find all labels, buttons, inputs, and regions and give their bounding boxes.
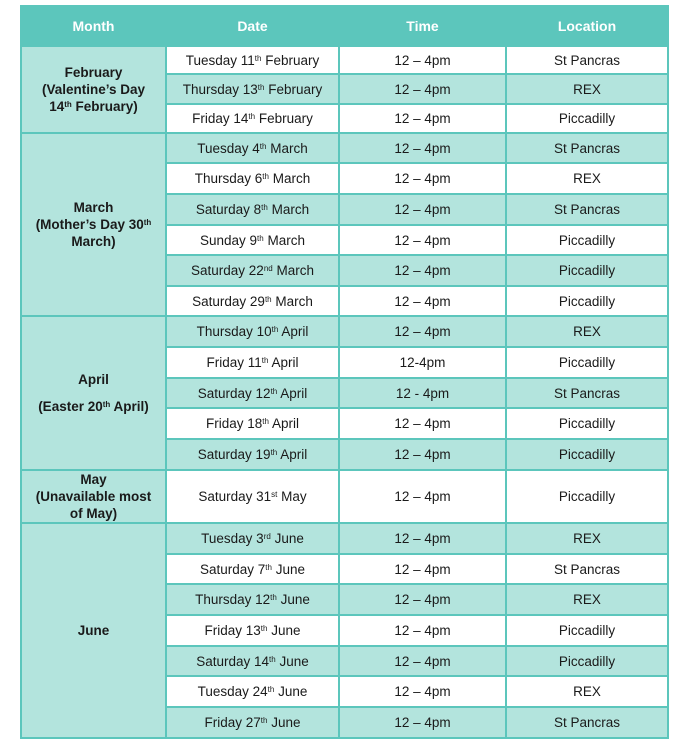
date-cell: Saturday 22nd March [166,255,339,286]
schedule-row [21,316,668,347]
month-label-line [22,388,165,398]
location-cell: Piccadilly [506,225,668,255]
schedule-body [21,46,668,738]
month-label-line: March [73,200,114,215]
time-cell: 12 – 4pm [339,523,506,554]
location-cell: St Pancras [506,554,668,584]
header-time: Time [339,6,506,46]
month-cell [21,316,166,470]
time-cell: 12 – 4pm [339,615,506,646]
time-cell: 12 – 4pm [339,707,506,738]
date-cell: Friday 14th February [166,104,339,133]
time-cell: 12 – 4pm [339,554,506,584]
date-cell: Friday 27th June [166,707,339,738]
time-cell: 12 – 4pm [339,163,506,194]
time-cell: 12-4pm [339,347,506,378]
location-cell: Piccadilly [506,347,668,378]
date-cell: Saturday 8th March [166,194,339,225]
month-label-line: June [77,623,110,638]
time-cell: 12 – 4pm [339,646,506,676]
date-cell: Saturday 7th June [166,554,339,584]
month-label-line: (Easter 20th April) [38,399,149,414]
date-cell: Tuesday 4th March [166,133,339,163]
header-location: Location [506,6,668,46]
month-label-line: March) [71,234,116,249]
location-cell: REX [506,316,668,347]
time-cell: 12 – 4pm [339,286,506,316]
location-cell: Piccadilly [506,646,668,676]
date-cell: Tuesday 3rd June [166,523,339,554]
schedule-row [21,523,668,554]
schedule-row [21,133,668,163]
location-cell: Piccadilly [506,439,668,470]
schedule-row [21,470,668,523]
date-cell: Friday 18th April [166,408,339,439]
location-cell: Piccadilly [506,470,668,523]
location-cell: Piccadilly [506,615,668,646]
time-cell: 12 – 4pm [339,46,506,74]
time-cell: 12 – 4pm [339,225,506,255]
time-cell: 12 – 4pm [339,255,506,286]
location-cell: REX [506,523,668,554]
location-cell: Piccadilly [506,255,668,286]
date-cell: Saturday 12th April [166,378,339,408]
month-label-line: May [80,472,107,487]
location-cell: REX [506,163,668,194]
time-cell: 12 – 4pm [339,470,506,523]
date-cell: Saturday 31st May [166,470,339,523]
time-cell: 12 – 4pm [339,584,506,615]
location-cell: REX [506,676,668,707]
location-cell: St Pancras [506,133,668,163]
month-label-line: April [78,372,109,387]
location-cell: St Pancras [506,707,668,738]
location-cell: St Pancras [506,378,668,408]
header-row [21,6,668,46]
date-cell: Sunday 9th March [166,225,339,255]
month-label-line: (Mother’s Day 30th [35,217,152,232]
time-cell: 12 – 4pm [339,133,506,163]
date-cell: Tuesday 11th February [166,46,339,74]
location-cell: Piccadilly [506,408,668,439]
month-label-line: of May) [69,506,118,521]
date-cell: Friday 11th April [166,347,339,378]
date-cell: Thursday 13th February [166,74,339,104]
month-cell [21,523,166,738]
location-cell: St Pancras [506,194,668,225]
location-cell: REX [506,584,668,615]
date-cell: Thursday 12th June [166,584,339,615]
time-cell: 12 – 4pm [339,439,506,470]
date-cell: Thursday 6th March [166,163,339,194]
time-cell: 12 - 4pm [339,378,506,408]
month-label-line: 14th February) [49,99,138,114]
month-label-line: February [64,65,123,80]
month-label-line: (Valentine’s Day [41,82,146,97]
time-cell: 12 – 4pm [339,316,506,347]
schedule-row [21,46,668,74]
location-cell: Piccadilly [506,286,668,316]
date-cell: Tuesday 24th June [166,676,339,707]
header-date: Date [166,6,339,46]
location-cell: St Pancras [506,46,668,74]
month-cell [21,133,166,316]
schedule-table [20,5,669,739]
location-cell: Piccadilly [506,104,668,133]
date-cell: Saturday 14th June [166,646,339,676]
time-cell: 12 – 4pm [339,676,506,707]
time-cell: 12 – 4pm [339,74,506,104]
header-month: Month [21,6,166,46]
date-cell: Friday 13th June [166,615,339,646]
date-cell: Saturday 29th March [166,286,339,316]
date-cell: Thursday 10th April [166,316,339,347]
month-label-line: (Unavailable most [35,489,152,504]
month-cell [21,46,166,133]
date-cell: Saturday 19th April [166,439,339,470]
month-cell [21,470,166,523]
time-cell: 12 – 4pm [339,104,506,133]
time-cell: 12 – 4pm [339,408,506,439]
location-cell: REX [506,74,668,104]
time-cell: 12 – 4pm [339,194,506,225]
